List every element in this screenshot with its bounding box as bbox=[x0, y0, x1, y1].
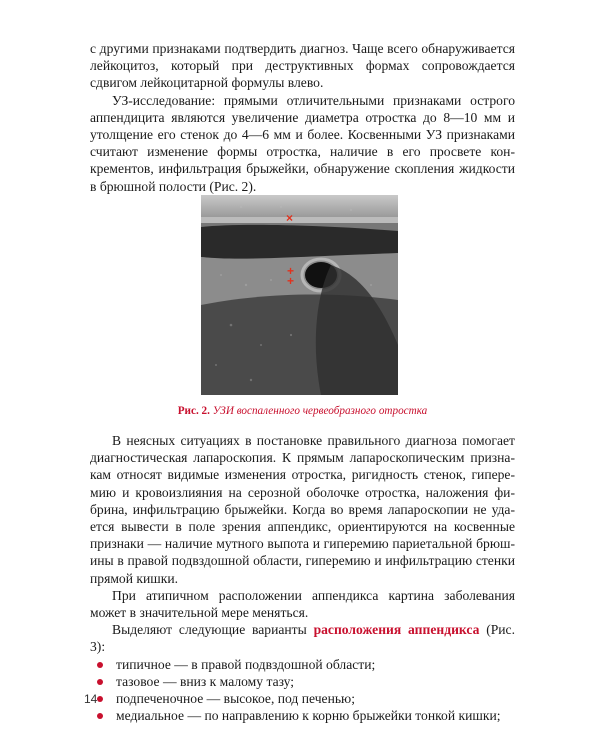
bullet-icon bbox=[97, 713, 103, 719]
intro-highlight: расположения аппендикса bbox=[313, 622, 480, 638]
list-item: медиальное — по направлению к корню брыжейки тонкой кишки; bbox=[90, 707, 515, 724]
bottom-text-block bbox=[90, 432, 515, 724]
svg-text:×: × bbox=[286, 211, 294, 225]
intro-after: (Рис. 3): bbox=[90, 622, 515, 655]
marker-appendix bbox=[287, 264, 294, 288]
intro-before: Выделяют следующие варианты bbox=[112, 622, 314, 638]
list-item: тазовое — вниз к малому тазу; bbox=[90, 673, 515, 690]
paragraph-atypical: При атипичном расположении аппендикса картина заболевания может в значительной мере меняться. bbox=[90, 587, 515, 621]
figure-caption bbox=[90, 404, 515, 418]
svg-text:+: + bbox=[287, 264, 295, 278]
bullet-icon bbox=[97, 696, 103, 702]
caption-label: Рис. 2. bbox=[177, 405, 210, 417]
bullet-icon bbox=[97, 679, 103, 685]
paragraph-variants-intro bbox=[90, 621, 515, 655]
list-item: типичное — в правой подвздошной области; bbox=[90, 656, 515, 673]
paragraph-laparoscopy: В неясных ситуациях в постановке правильного диагноза помогает диагностическая лапароскопия. К прямым лапароскопическим признакам относят видимые изменения отростка, ригидность стенок, гиперемию и кровоизлияния на серозной оболочке отростка, наложения фибрина, инфильтрацию брыжейки. Когда во время лапароскопии не удается вывести в поле зрения аппендикс, ориентируются на косвенные признаки — наличие мутного выпота и гиперемию париетальной брюшины в правой подвздошной области, гиперемию и инфильтрацию стенки прямой кишки. bbox=[90, 433, 515, 586]
variants-list bbox=[90, 656, 515, 725]
marker-wall bbox=[286, 211, 293, 225]
paragraph-continuation: с другими признаками подтвердить диагноз. Чаще всего обнаруживается лейкоцитоз, который при деструктивных формах сопровождается сдвигом лейкоцитарной формулы влево. bbox=[90, 41, 515, 91]
caption-text: УЗИ воспаленного червеобразного отростка bbox=[212, 405, 428, 417]
bullet-icon bbox=[97, 662, 103, 668]
ultrasound-image bbox=[201, 195, 398, 395]
paragraph-ultrasound: УЗ-исследование: прямыми отличительными признаками острого аппендицита являются увеличение диаметра отростка до 8—10 мм и утолщение его стенок до 4—6 мм и более. Косвенными УЗ признаками считают изменение формы отростка, наличие в его просвете конкрементов, инфильтрация брыжейки, обнаружение скопления жидкости в брюшной полости (Рис. 2). bbox=[90, 92, 515, 194]
top-text-block bbox=[90, 40, 515, 195]
page-number: 14 bbox=[84, 692, 98, 706]
list-item: подпеченочное — высокое, под печенью; bbox=[90, 690, 515, 707]
svg-text:+: + bbox=[287, 274, 295, 288]
